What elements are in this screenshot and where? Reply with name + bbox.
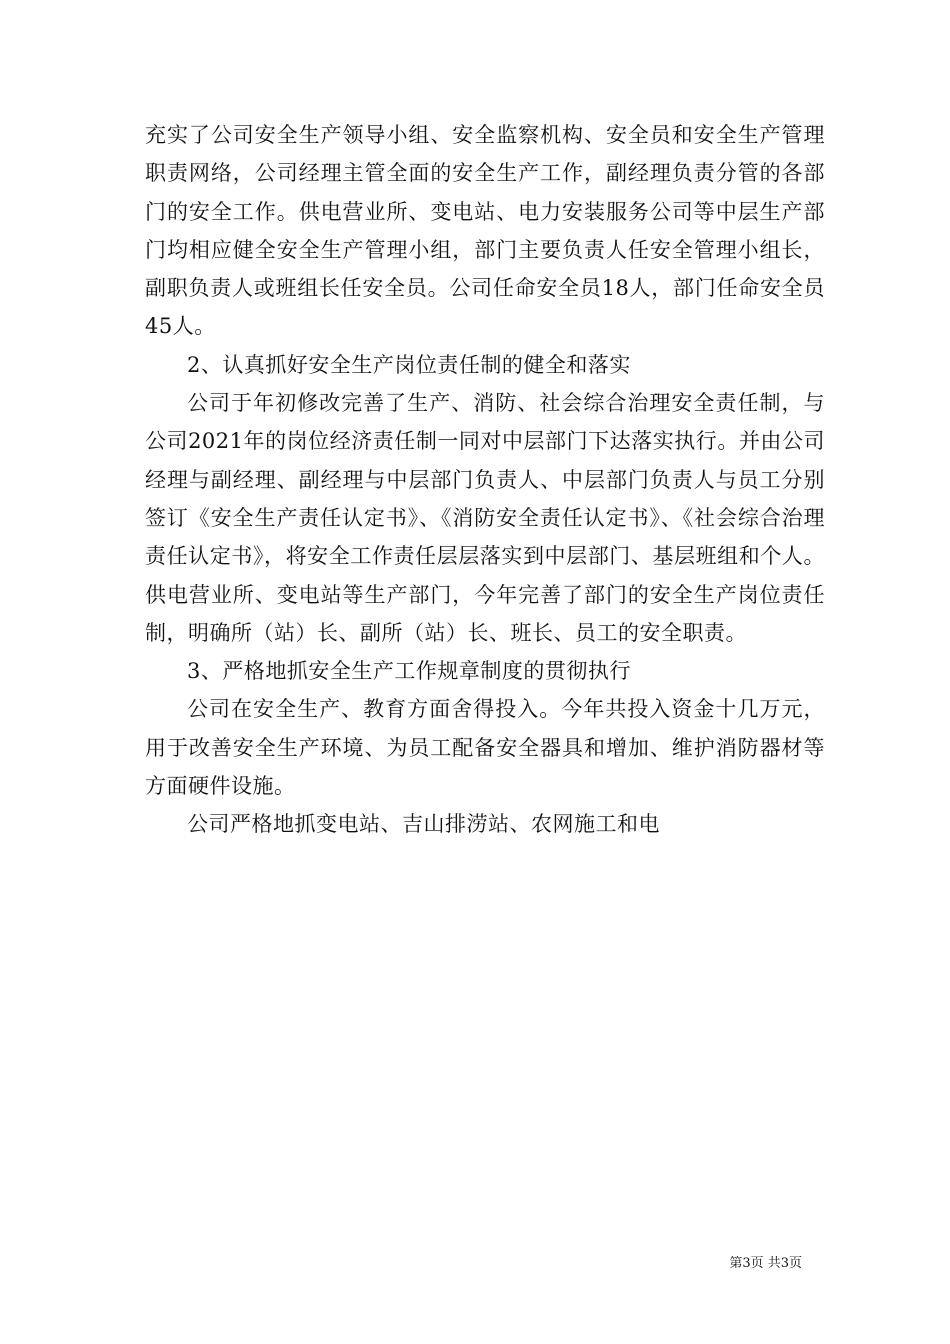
document-body [145,116,825,844]
page-number-footer: 第3页 共3页 [729,1256,802,1271]
section-heading-2: 2、认真抓好安全生产岗位责任制的健全和落实 [187,352,631,377]
paragraph-responsibility: 公司于年初修改完善了生产、消防、社会综合治理安全责任制，与公司2021年的岗位经济责任制一同对中层部门下达落实执行。并由公司经理与副经理、副经理与中层部门负责人、中层部门负责人与员工分别签订《安全生产责任认定书》、《消防安全责任认定书》、《社会综合治理责任认定书》，将安全工作责任层层落实到中层部门、基层班组和个人。供电营业所、变电站等生产部门，今年完善了部门的安全生产岗位责任制，明确所（站）长、副所（站）长、班长、员工的安全职责。 [145,391,825,645]
paragraph-truncated: 公司严格地抓变电站、吉山排涝站、农网施工和电 [187,812,660,837]
paragraph-investment: 公司在安全生产、教育方面舍得投入。今年共投入资金十几万元，用于改善安全生产环境、为员工配备安全器具和增加、维护消防器材等方面硬件设施。 [145,697,825,799]
paragraph-continuation: 充实了公司安全生产领导小组、安全监察机构、安全员和安全生产管理职责网络，公司经理主管全面的安全生产工作，副经理负责分管的各部门的安全工作。供电营业所、变电站、电力安装服务公司等中层生产部门均相应健全安全生产管理小组，部门主要负责人任安全管理小组长，副职负责人或班组长任安全员。公司任命安全员18人，部门任命安全员45人。 [145,123,825,339]
section-heading-3: 3、严格地抓安全生产工作规章制度的贯彻执行 [187,659,631,684]
